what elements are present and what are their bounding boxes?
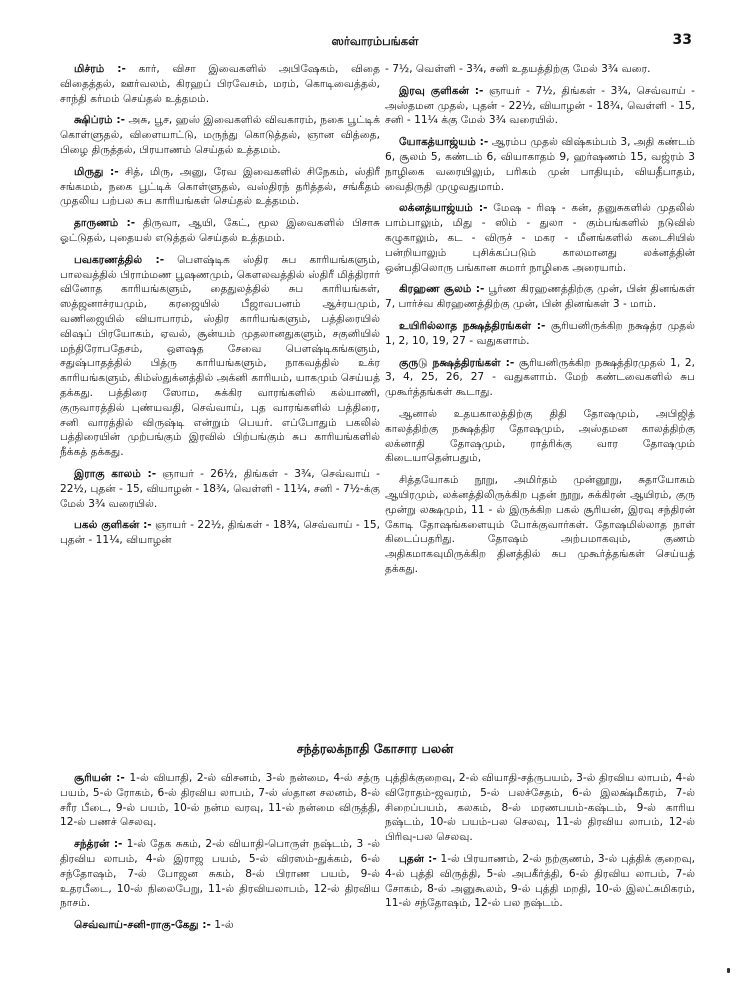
page-number: 33 xyxy=(672,32,692,48)
term-heading: பகல் குளிகன் :- xyxy=(74,519,152,532)
paragraph-text: 1-ல் பிரயாணம், 2-ல் நற்குணம், 3-ல் புத்திக் குறைவு, 4-ல் புத்தி விருத்தி, 5-ல் அபகீர்த்தி, 6-ல் திரவிய லாபம், 7-ல் சோகம், 8-ல் அனுகூலம், 9-ல் புத்தி மறதி, 10-ல் இலட்சுமிகரம், 11-ல் சந்தோஷம், 12-ல் பல நஷ்டம். xyxy=(385,852,695,910)
paragraph-suryan xyxy=(60,771,380,830)
term-heading: க்ஷிப்ரம் :- xyxy=(74,114,126,127)
right-column xyxy=(385,62,695,584)
paragraph-text: ஆரம்ப முதல் விஷ்கம்பம் 3, அதி கண்டம் 6, சூலம் 5, கண்டம் 6, வியாகாதம் 9, ஹர்ஷணம் 15, வஜ்ரம் 3 நாழிகை வரையிலும், பரிகம் முன் பாதியும், வியதீபாதம், வைதிருதி முழுவதுமாம். xyxy=(385,136,695,193)
term-heading: பவகரணத்தில் :- xyxy=(74,253,165,266)
paragraph-mishram xyxy=(60,62,380,106)
paragraph-pagal-kuligan xyxy=(60,518,380,548)
paragraph-yoga-tyajyam xyxy=(385,135,695,194)
paragraph-text: 1-ல் வியாதி, 2-ல் விசனம், 3-ல் நன்மை, 4-ல் சத்ரு பயம், 5-ல் ரோகம், 6-ல் திரவிய லாபம், 7-ல் ஸ்தான சலனம், 8-ல் சரீர பீடை, 9-ல் பயம், 10-ல் நன்ம வரவு, 11-ல் நன்மை விருத்தி, 12-ல் பணச் செலவு. xyxy=(60,772,380,829)
paragraph-text: சித்தயோகம் நூறு, அமிர்தம் முன்னூறு, சுதாயோகம் ஆயிரமும், லக்னத்திலிருக்கிற புதன் நூறு, சுக்கிரன் ஆயிரம், குரு மூன்று லக்ஷமும், 11 - ல் இருக்கிற பகல் சூரியன், இரவு சந்திரன் கோடி தோஷங்களையும் போக்குவார்கள். தோஷமில்லாத நாள் கிடைப்பதரிது. தோஷம் அற்பமாகவும், குணம் அதிகமாகவுமிருக்கிற தினத்தில் சுப முகூர்த்தங்கள் செய்யத் தக்கது. xyxy=(385,474,695,575)
paragraph-kshipram xyxy=(60,113,380,157)
term-heading: யோகத்யாஜ்யம் :- xyxy=(399,136,489,149)
term-heading: உயிரில்லாத நக்ஷத்திரங்கள் :- xyxy=(399,319,546,332)
paragraph-karanam xyxy=(60,253,380,460)
paragraph-exceptions xyxy=(385,407,695,466)
paragraph-budhan xyxy=(385,852,695,911)
paragraph-text: திருவா, ஆயி, கேட், மூல இவைகளில் பிசாசு ஓட்டுதல், புதையல் எடுத்தல் செய்தல் உத்தமம். xyxy=(60,217,380,244)
paragraph-siddha-yogam xyxy=(385,473,695,577)
paragraph-text: சூரியனிருக்கிற நக்ஷத்திரமுதல் 1, 2, 3, 4, 25, 26, 27 - வதுகளாம். மேற் கண்டவைகளில் சுப முகூர்த்தங்கள் கூடாது. xyxy=(385,356,695,399)
paragraph-text: சித், மிரு, அனு, ரேவ இவைகளில் சிநேகம், ஸ்திரீ சங்கமம், நகை பூட்டிக் கொள்ளுதல், வஸ்திரந் தரித்தல், சங்கீதம் முதலிய பற்பல சுப காரியங்கள் செய்தல் உத்தமம். xyxy=(60,165,380,208)
term-heading: செவ்வாய்-சனி-ராகு-கேது :- xyxy=(74,919,211,932)
paragraph-text: மேஷ - ரிஷ - கன், தனுசுகளில் முதலில் பாம்பாலும், மிது - ஸிம் - துலா - கும்பங்களில் நடுவில் கழுகாலும், கட - விருச் - மகர - மீனங்களில் கடைசியில் பன்றியாலும் புசிக்கப்படும் காலமானது லக்னத்தின் ஒன்பதிலொரு பங்கான சுமார் நாழிகை அரையாம். xyxy=(385,202,695,274)
term-heading: இரவு குளிகன் :- xyxy=(399,84,484,97)
term-heading: லக்னத்யாஜ்யம் :- xyxy=(399,202,488,215)
paragraph-text: ஞாயர் - 26½, திங்கள் - 3¾, செவ்வாய் - 22½, புதன் - 15, வியாழன் - 18¾, வெள்ளி - 11¼, சனி - 7½-க்கு மேல் 3¾ வரையில். xyxy=(60,467,380,510)
paragraph-rahu-kalam xyxy=(60,467,380,511)
term-heading: இராகு காலம் :- xyxy=(74,467,157,480)
paragraph-text: - 7½, வெள்ளி - 3¾, சனி உதயத்திற்கு மேல் 3¾ வரை. xyxy=(385,63,651,75)
left-column xyxy=(60,62,380,555)
running-title: ஸர்வாரம்பங்கள் xyxy=(331,34,419,48)
section-title: சந்த்ரலக்நாதி கோசார பலன் xyxy=(296,741,454,756)
paragraph-text: ஆனால் உதயகாலத்திற்கு திதி தோஷமும், அபிஜித் காலத்திற்கு நக்ஷத்திர தோஷமும், அஸ்தமன காலத்திற்கு லக்னாதி தோஷமும், ராத்ரிக்கு வார தோஷமும் கிடையாதென்பதும், xyxy=(385,407,695,465)
paragraph-iravu-kuligan xyxy=(385,84,695,128)
term-heading: தாருணம் :- xyxy=(74,217,136,230)
paragraph-text: புத்திக்குறைவு, 2-ல் வியாதி-சத்ருபயம், 3-ல் திரவிய லாபம், 4-ல் விரோதம்-ஜவரம், 5-ல் பலச்சேதம், 6-ல் இலக்ஷ்மீகரம், 7-ல் சிறைப்பயம், கலகம், 8-ல் மரணபயம்-கஷ்டம், 9-ல் காரிய நஷ்டம், 10-ல் பயம்-பல செலவு, 11-ல் திரவிய லாபம், 12-ல் பிரிவு-பல செலவு. xyxy=(385,772,695,844)
paragraph-blind-stars xyxy=(385,356,695,400)
term-heading: குருடு நக்ஷத்திரங்கள் :- xyxy=(399,356,515,369)
term-heading: சந்த்ரன் :- xyxy=(74,838,123,851)
paragraph-text: சூரியனிருக்கிற நக்ஷத்ர முதல் 1, 2, 10, 19, 27 - வதுகளாம். xyxy=(385,319,695,347)
paragraph-text: அசு, பூச, ஹஸ் இவைகளில் விவகாரம், நகை பூட்டிக் கொள்ளுதல், விளையாட்டு, மருந்து கொடுத்தல், ஞான வித்தை, பிழை திருத்தல், பிரயாணம் செய்தல் உத்தமம். xyxy=(60,114,380,156)
term-heading: மிச்ரம் :- xyxy=(74,63,126,75)
paragraph-mirudhu xyxy=(60,165,380,209)
paragraph-text: பௌஷ்டிக ஸ்திர சுப காரியங்களும், பாலவத்தில் பிராம்மண பூஷணமும், கௌலவத்தில் ஸ்திரீ மித்திரார் வினோத காரியங்களும், தைதுலத்தில் சுப காரியங்கள், ஸத்ஜனாச்ரயமும், கரஜையில் பீஜாவபனம் ஆச்ரயமும், வணிஜையில் வியாபாரம், ஸ்திர காரியங்களும், பத்திரையில் விஷப் பிரயோகம், ஏவல், சூன்யம் முதலானதுகளும், சகுனியில் மந்திரோபதேசம், ஔஷத சேவை பௌஷ்டிகங்களும், சதுஷ்பாதத்தில் பித்ரு காரியங்களும், நாகவத்தில் உக்ர காரியங்களும், கிம்ஸ்துக்னத்தில் அக்னி காரியம், யாகமும் செய்யத் தக்கது. பத்திரை ஸோம, சுக்கிர வாரங்களில் கல்யாணி, குருவாரத்தில் புண்யவதி, செவ்வாய், புத வாரங்களில் பத்திரை, சனி வாரத்தில் விருஷ்டி என்றும் பெயர். எப்போதும் பகலில் பத்திரையின் முற்பங்கும் இரவில் பிற்பங்கும் சுப காரியங்களில் நீக்கத் தக்கது. xyxy=(60,253,380,459)
bottom-right-column xyxy=(385,771,695,918)
print-speck xyxy=(727,968,730,973)
paragraph-grahana-soolam xyxy=(385,282,695,312)
paragraph-text: கார், விசா இவைகளில் அபிஷேகம், விதை விதைத்தல், ஊர்வலம், கிரஹப் பிரவேசம், மரம், கொடிவைத்தல், சாந்தி கர்மம் செய்தல் உத்தமம். xyxy=(60,63,380,105)
paragraph-continuation xyxy=(385,771,695,845)
paragraph-continuation xyxy=(385,62,695,77)
paragraph-sevvai-sani xyxy=(60,918,380,933)
paragraph-text: ஞாயர் - 22½, திங்கள் - 18¾, செவ்வாய் - 15, புதன் - 11¼, வியாழன் xyxy=(60,519,380,547)
bottom-left-column xyxy=(60,771,380,940)
term-heading: கிரஹண சூலம் :- xyxy=(399,283,485,296)
paragraph-lagna-tyajyam xyxy=(385,201,695,275)
term-heading: சூரியன் :- xyxy=(74,772,125,784)
paragraph-text: ஞாயர் - 7½, திங்கள் - 3¾, செவ்வாய் - அஸ்தமன முதல், புதன் - 22½, வியாழன் - 18¾, வெள்ளி - 15, சனி - 11¼ க்கு மேல் 3¾ வரையில். xyxy=(385,84,695,127)
term-heading: மிருது :- xyxy=(74,165,119,178)
paragraph-text: 1-ல் தேக சுகம், 2-ல் வியாதி-பொருள் நஷ்டம், 3 -ல் திரவிய லாபம், 4-ல் இராஜ பயம், 5-ல் விரஸம்-துக்கம், 6-ல் சந்தோஷம், 7-ல் போஜன சுகம், 8-ல் பிராண பயம், 9-ல் உதரபீடை, 10-ல் நிலைபேறு, 11-ல் திரவியலாபம், 12-ல் திரவிய நாசம். xyxy=(60,838,380,910)
term-heading: புதன் :- xyxy=(399,852,437,865)
page-header xyxy=(0,32,750,52)
paragraph-text: பூர்ண கிரஹணத்திற்கு முன், பின் தினங்கள் 7, பார்ச்வ கிரஹணத்திற்கு முன், பின் தினங்கள் 3 - மாம். xyxy=(385,283,695,311)
paragraph-tharunam xyxy=(60,216,380,246)
paragraph-text: 1-ல் xyxy=(210,919,234,932)
paragraph-chandran xyxy=(60,837,380,911)
paragraph-lifeless-stars xyxy=(385,319,695,349)
